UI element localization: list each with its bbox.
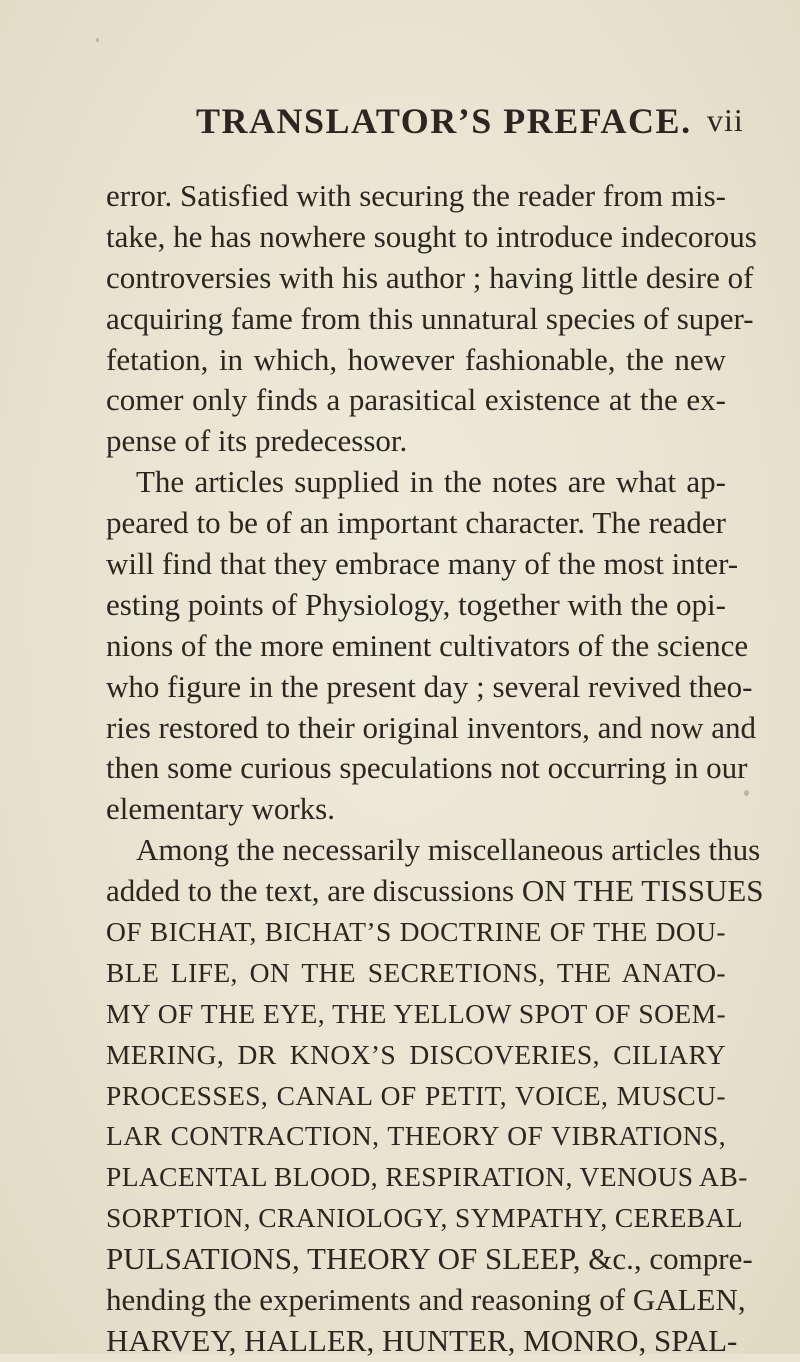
small-caps-line: PLACENTAL BLOOD, RESPIRATION, VENOUS AB- <box>106 1161 748 1193</box>
text-line: who figure in the present day ; several revived theo- <box>106 668 753 704</box>
body-text <box>106 176 764 1362</box>
text-line: error. Satisfied with securing the reader from mis- <box>106 178 726 213</box>
text-line: hending the experiments and reasoning of GALEN, <box>106 1282 746 1318</box>
text-line: esting points of Physiology, together with the opi- <box>106 586 726 622</box>
text-line: will find that they embrace many of the most inter- <box>106 546 739 582</box>
paragraph-start-line: The articles supplied in the notes are what ap- <box>136 464 726 500</box>
paper-speck <box>744 790 749 796</box>
text-line: fetation, in which, however fashionable, the new <box>106 341 726 377</box>
page-number: vii <box>707 102 744 138</box>
text-line: acquiring fame from this unnatural species of super- <box>106 300 754 336</box>
paragraph-end-line: pense of its predecessor. <box>106 423 408 459</box>
text-line: ries restored to their original inventors, and now and <box>106 709 756 745</box>
small-caps-line: OF BICHAT, BICHAT’S DOCTRINE OF THE DOU- <box>106 916 726 948</box>
text-line: peared to be of an important character. The reader <box>106 505 726 541</box>
paragraph-end-line: elementary works. <box>106 791 335 827</box>
text-line: PULSATIONS, THEORY OF SLEEP, &c., compre- <box>106 1241 753 1277</box>
paragraph-start-line: Among the necessarily miscellaneous articles thus <box>136 832 761 868</box>
text-line: comer only finds a parasitical existence at the ex- <box>106 382 726 418</box>
paper-speck <box>96 38 99 42</box>
small-caps-line: BLE LIFE, ON THE SECRETIONS, THE ANATO- <box>106 956 726 988</box>
running-title: TRANSLATOR’S PREFACE. <box>196 101 692 141</box>
small-caps-line: SORPTION, CRANIOLOGY, SYMPATHY, CEREBAL <box>106 1202 744 1234</box>
small-caps-line: PROCESSES, CANAL OF PETIT, VOICE, MUSCU- <box>106 1079 726 1111</box>
small-caps-line: LAR CONTRACTION, THEORY OF VIBRATIONS, <box>106 1120 726 1152</box>
small-caps-line: MY OF THE EYE, THE YELLOW SPOT OF SOEM- <box>106 997 726 1029</box>
text-line: nions of the more eminent cultivators of the science <box>106 627 749 663</box>
page-header <box>0 100 800 160</box>
paper-speck <box>598 1258 601 1261</box>
text-line: HARVEY, HALLER, HUNTER, MONRO, SPAL- <box>106 1322 738 1358</box>
small-caps-line: MERING, DR KNOX’S DISCOVERIES, CILIARY <box>106 1038 726 1070</box>
text-line: controversies with his author ; having little desire of <box>106 259 754 295</box>
text-line: then some curious speculations not occurring in our <box>106 750 748 786</box>
text-line: added to the text, are discussions ON THE TISSUES <box>106 873 764 909</box>
text-line: take, he has nowhere sought to introduce indecorous <box>106 218 757 254</box>
